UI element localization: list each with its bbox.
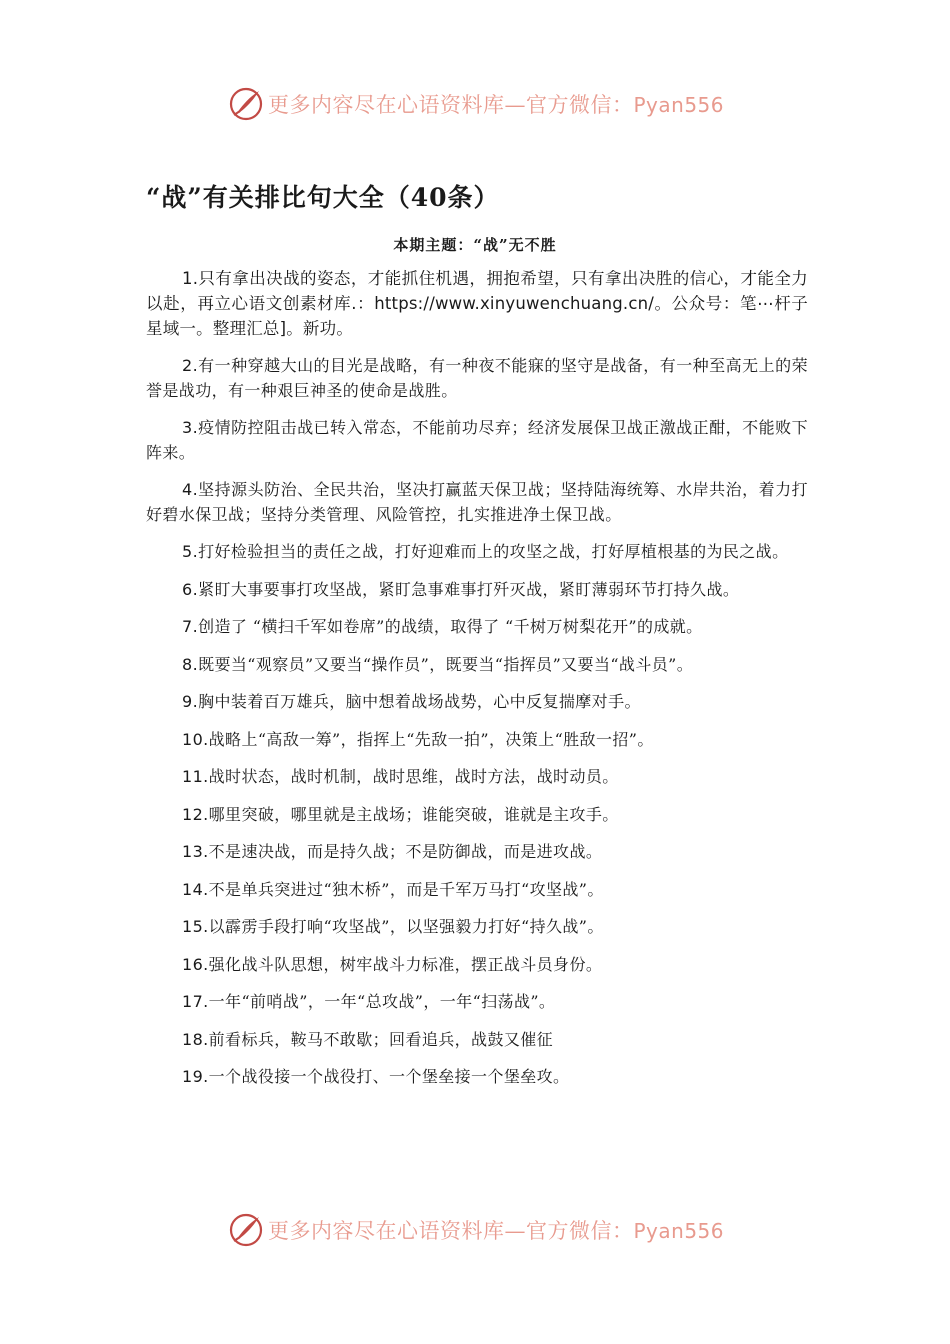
list-item bbox=[146, 653, 808, 678]
item-text: 以霹雳手段打响“攻坚战”，以坚强毅力打好“持久战”。 bbox=[208, 917, 604, 936]
list-item bbox=[146, 478, 808, 527]
list-item bbox=[146, 578, 808, 603]
item-text: 坚持源头防治、全民共治，坚决打赢蓝天保卫战；坚持陆海统筹、水岸共治，着力打好碧水保卫战；坚持分类管理、风险管控，扎实推进净土保卫战。 bbox=[146, 480, 808, 524]
item-text: 哪里突破，哪里就是主战场；谁能突破，谁就是主攻手。 bbox=[208, 804, 619, 824]
item-number: 19. bbox=[182, 1067, 209, 1086]
item-text: 疫情防控阻击战已转入常态，不能前功尽弃；经济发展保卫战正激战正酣，不能败下阵来。 bbox=[146, 418, 808, 462]
footer-banner-text: 更多内容尽在心语资料库—官方微信：Pyan556 bbox=[268, 1219, 725, 1243]
item-number: 8. bbox=[182, 654, 199, 674]
page-title: “战”有关排比句大全（40条） bbox=[146, 183, 500, 212]
list-item bbox=[146, 266, 808, 341]
list-item bbox=[146, 953, 808, 978]
item-number: 5. bbox=[182, 542, 199, 561]
item-text: 一年“前哨战”，一年“总攻战”，一年“扫荡战”。 bbox=[208, 992, 556, 1011]
item-text: 既要当“观察员”又要当“操作员”，既要当“指挥员”又要当“战斗员”。 bbox=[198, 654, 694, 674]
item-text: 一个战役接一个战役打、一个堡垒接一个堡垒攻。 bbox=[208, 1067, 570, 1086]
item-number: 11. bbox=[182, 767, 209, 786]
list-item bbox=[146, 416, 808, 465]
header-banner bbox=[228, 84, 728, 124]
list-item bbox=[146, 990, 808, 1015]
item-number: 15. bbox=[182, 917, 209, 936]
footer-banner bbox=[228, 1210, 728, 1250]
list-item bbox=[146, 354, 808, 403]
list-item bbox=[146, 765, 808, 790]
item-number: 6. bbox=[182, 579, 199, 599]
item-number: 18. bbox=[182, 1029, 209, 1049]
item-number: 12. bbox=[182, 804, 209, 824]
item-text: 有一种穿越大山的目光是战略，有一种夜不能寐的坚守是战备，有一种至高无上的荣誉是战功，有一种艰巨神圣的使命是战胜。 bbox=[146, 356, 808, 400]
item-number: 16. bbox=[182, 954, 209, 974]
quill-circle-icon bbox=[228, 86, 264, 122]
item-text: 胸中装着百万雄兵，脑中想着战场战势，心中反复揣摩对手。 bbox=[198, 692, 641, 711]
item-text: 不是单兵突进过“独木桥”，而是千军万马打“攻坚战”。 bbox=[208, 879, 604, 899]
list-item bbox=[146, 615, 808, 640]
item-text: 只有拿出决战的姿态，才能抓住机遇，拥抱希望，只有拿出决胜的信心，才能全力以赴，再立心语文创素材库.：https://www.xinyuwenchuang.cn/。公众号：笔⋯杆子星域一。整理汇总]。新功。 bbox=[146, 269, 808, 338]
item-text: 创造了 “横扫千军如卷席”的战绩，取得了 “千树万树梨花开”的成就。 bbox=[198, 617, 703, 636]
item-number: 10. bbox=[182, 729, 209, 749]
list-item bbox=[146, 1028, 808, 1053]
item-number: 4. bbox=[182, 480, 199, 499]
item-number: 13. bbox=[182, 842, 209, 861]
item-text: 打好检验担当的责任之战，打好迎难而上的攻坚之战，打好厚植根基的为民之战。 bbox=[198, 542, 789, 561]
document-body bbox=[146, 266, 808, 1103]
list-item bbox=[146, 690, 808, 715]
item-text: 战略上“高敌一筹”，指挥上“先敌一拍”，决策上“胜敌一招”。 bbox=[208, 729, 654, 749]
list-item bbox=[146, 803, 808, 828]
item-text: 前看标兵，鞍马不敢歇；回看追兵，战鼓又催征 bbox=[208, 1029, 554, 1049]
list-item bbox=[146, 1065, 808, 1090]
list-item bbox=[146, 728, 808, 753]
item-text: 战时状态，战时机制，战时思维，战时方法，战时动员。 bbox=[208, 767, 619, 786]
list-item bbox=[146, 915, 808, 940]
item-number: 1. bbox=[182, 269, 199, 288]
item-number: 17. bbox=[182, 992, 209, 1011]
item-number: 14. bbox=[182, 879, 209, 899]
item-number: 3. bbox=[182, 418, 199, 437]
item-number: 2. bbox=[182, 356, 199, 375]
header-banner-text: 更多内容尽在心语资料库—官方微信：Pyan556 bbox=[268, 93, 725, 117]
item-text: 紧盯大事要事打攻坚战，紧盯急事难事打歼灭战，紧盯薄弱环节打持久战。 bbox=[198, 579, 740, 599]
item-number: 7. bbox=[182, 617, 199, 636]
item-text: 不是速决战，而是持久战；不是防御战，而是进攻战。 bbox=[208, 842, 603, 861]
list-item bbox=[146, 840, 808, 865]
list-item bbox=[146, 540, 808, 565]
list-item bbox=[146, 878, 808, 903]
item-number: 9. bbox=[182, 692, 199, 711]
item-text: 强化战斗队思想，树牢战斗力标准，摆正战斗员身份。 bbox=[208, 954, 603, 974]
quill-circle-icon bbox=[228, 1212, 264, 1248]
page-subtitle: 本期主题：“战”无不胜 bbox=[393, 236, 557, 254]
